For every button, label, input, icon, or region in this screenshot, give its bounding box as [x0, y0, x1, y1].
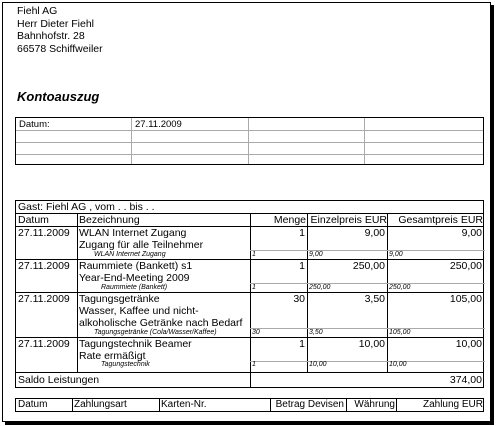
col-header-bezeichnung: Bezeichnung	[79, 214, 140, 226]
address-line: Fiehl AG	[17, 5, 58, 17]
statement-page	[2, 2, 491, 422]
item-sub-label: Tagungsgetränke (Cola/Wasser/Kaffee)	[94, 329, 217, 336]
item-unit-price: 3,50	[364, 293, 385, 305]
item-sub-qty: 30	[252, 329, 260, 336]
col-header-menge: Menge	[273, 214, 306, 226]
item-qty: 1	[299, 227, 305, 239]
footer-betrag-devisen: Betrag Devisen	[275, 399, 344, 410]
item-sub-label: Raummiete (Bankett)	[101, 284, 168, 291]
item-date: 27.11.2009	[18, 260, 70, 272]
item-sub-total: 9,00	[389, 251, 403, 258]
item-sub-qty: 1	[252, 251, 256, 258]
item-description: alkoholische Getränke nach Bedarf	[79, 317, 243, 329]
item-description: Raummiete (Bankett) s1	[79, 260, 193, 272]
footer-waehrung: Währung	[354, 399, 395, 410]
footer-karten-nr: Karten-Nr.	[161, 399, 207, 410]
item-description: Year-End-Meeting 2009	[79, 272, 190, 284]
address-line: Bahnhofstr. 28	[17, 30, 85, 42]
footer-datum: Datum	[18, 399, 48, 410]
saldo-value: 374,00	[449, 374, 482, 386]
item-sub-qty: 1	[252, 361, 256, 368]
item-sub-total: 250,00	[389, 284, 411, 291]
saldo-label: Saldo Leistungen	[18, 374, 100, 386]
item-sub-total: 105,00	[389, 329, 411, 336]
item-sub-unit: 10,00	[309, 361, 327, 368]
item-qty: 1	[299, 260, 305, 272]
item-description: Tagungstechnik Beamer	[79, 338, 192, 350]
col-header-datum: Datum	[18, 214, 49, 226]
item-sub-unit: 250,00	[309, 284, 331, 291]
item-description: Tagungsgetränke	[79, 293, 160, 305]
item-total-price: 9,00	[461, 227, 482, 239]
item-total-price: 250,00	[449, 260, 482, 272]
items-table	[15, 200, 484, 388]
recipient-address	[17, 5, 103, 55]
item-unit-price: 250,00	[352, 260, 385, 272]
document-title: Kontoauszug	[17, 89, 100, 104]
item-description: WLAN Internet Zugang	[79, 227, 187, 239]
item-description: Rate ermäßigt	[79, 350, 146, 362]
guest-line: Gast: Fiehl AG , vom . . bis . .	[18, 201, 155, 213]
item-sub-qty: 1	[252, 284, 256, 291]
item-sub-label: Tagungstechnik	[101, 361, 150, 368]
address-line: Herr Dieter Fiehl	[17, 17, 95, 30]
item-sub-label: WLAN Internet Zugang	[94, 251, 166, 258]
item-qty: 30	[293, 293, 305, 305]
item-unit-price: 9,00	[364, 227, 385, 239]
date-value: 27.11.2009	[135, 119, 182, 130]
item-date: 27.11.2009	[18, 227, 70, 239]
item-sub-unit: 9,00	[309, 251, 323, 258]
payment-header-row	[15, 398, 484, 412]
item-total-price: 10,00	[455, 338, 482, 350]
item-description: Zugang für alle Teilnehmer	[79, 239, 204, 251]
item-qty: 1	[299, 338, 305, 350]
item-total-price: 105,00	[449, 293, 482, 305]
date-label: Datum:	[19, 119, 50, 130]
item-date: 27.11.2009	[18, 293, 70, 305]
item-unit-price: 10,00	[358, 338, 385, 350]
footer-zahlungsart: Zahlungsart	[74, 399, 127, 410]
item-sub-unit: 3,50	[309, 329, 323, 336]
address-line: 66578 Schiffweiler	[17, 42, 103, 55]
footer-zahlung-eur: Zahlung EUR	[422, 399, 483, 410]
col-header-gesamtpreis: Gesamtpreis EUR	[398, 214, 483, 226]
item-date: 27.11.2009	[18, 338, 70, 350]
info-box	[15, 117, 484, 165]
item-description: Wasser, Kaffee und nicht-	[79, 305, 199, 317]
item-sub-total: 10,00	[389, 361, 407, 368]
col-header-einzelpreis: Einzelpreis EUR	[310, 214, 387, 226]
